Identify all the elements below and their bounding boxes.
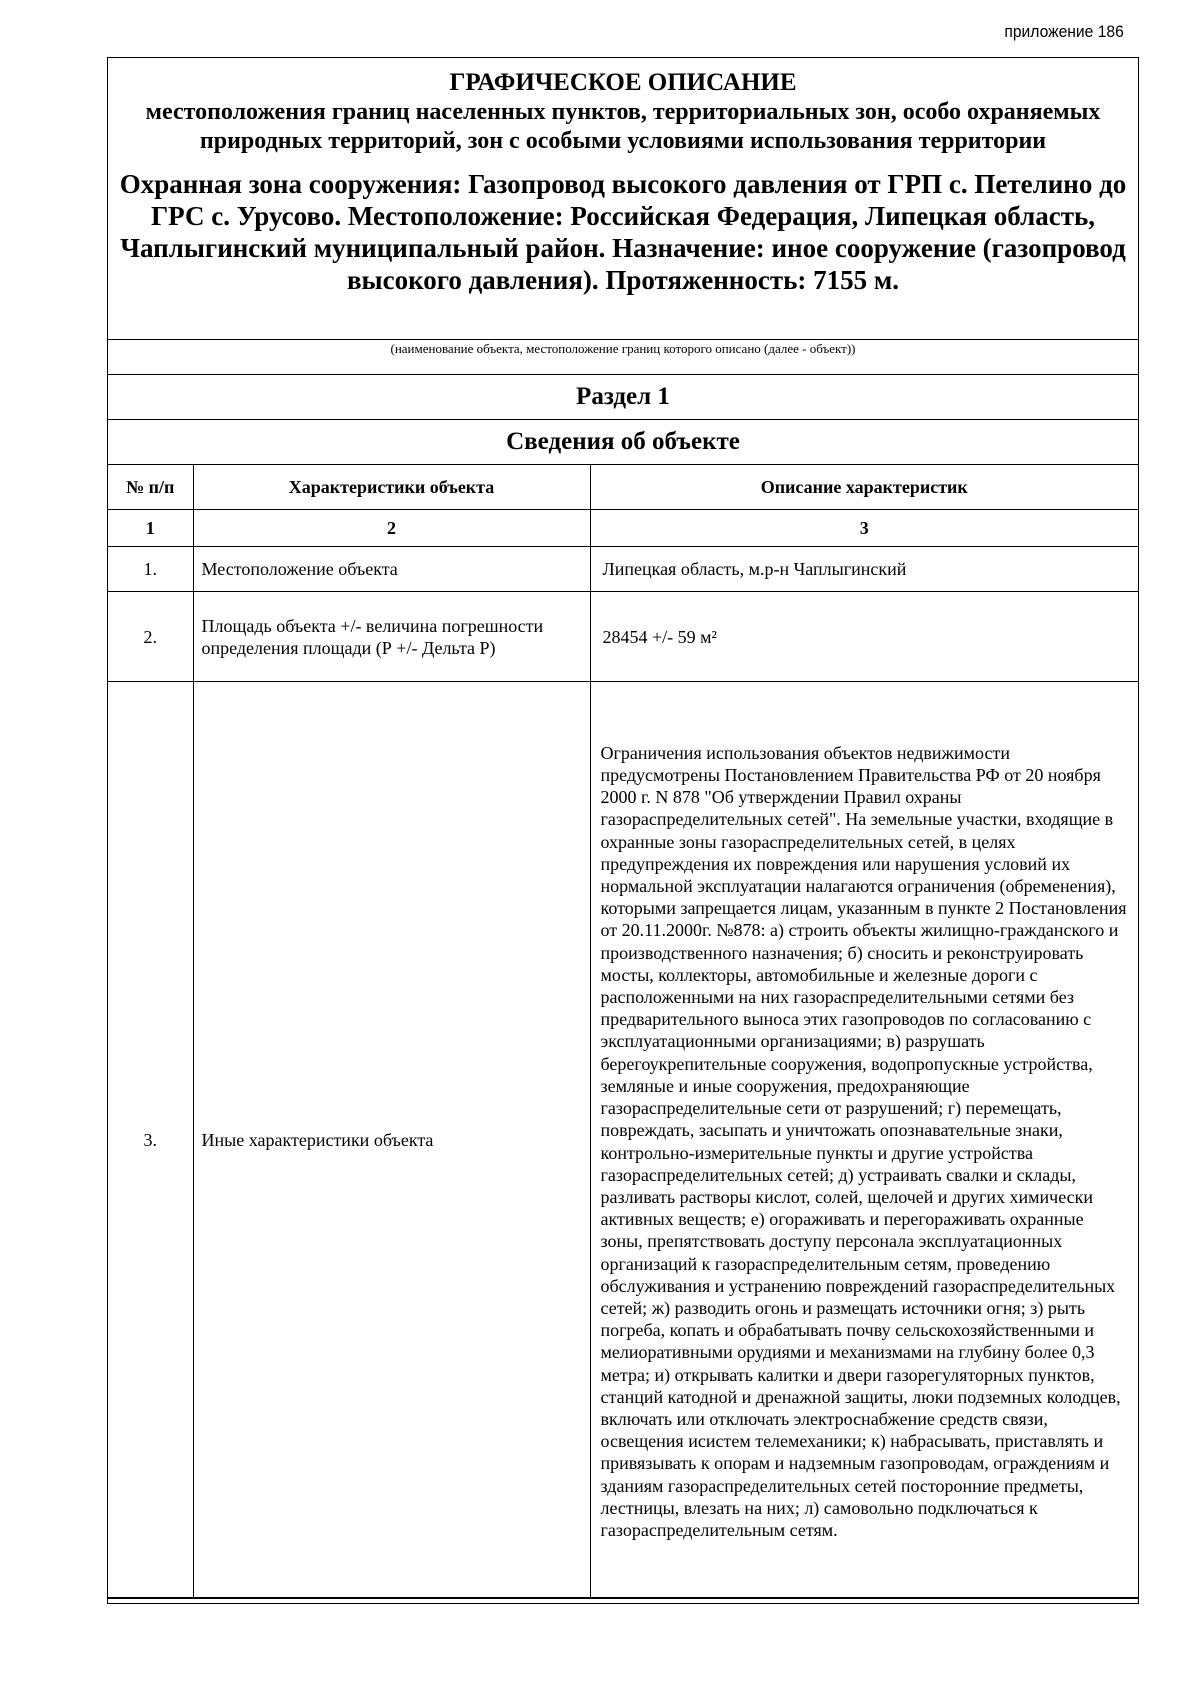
document-title: ГРАФИЧЕСКОЕ ОПИСАНИЕ xyxy=(449,69,797,96)
document-subtitle: местоположения границ населенных пунктов, территориальных зон, особо охраняемых природных территорий, зон с особыми условиями использования территории xyxy=(145,99,1101,154)
row-description: Ограничения использования объектов недвижимости предусмотрены Постановлением Правительства РФ от 20 ноября 2000 г. N 878 "Об утверждении Правил охраны газораспределительных сетей". На земельные участки, входящие в охранные зоны газораспределительных сетей, в целях предупреждения их повреждения или нарушения условий их нормальной эксплуатации налагаются ограничения (обременения), которыми запрещается лицам, указанным в пункте 2 Постановления от 20.11.2000г. №878: а) строить объекты жилищно-гражданского и производственного назначения; б) сносить и реконструировать мосты, коллекторы, автомобильные и железные дороги с расположенными на них газораспределительными сетями без предварительного выноса этих газопроводов по согласованию с эксплуатационными организациями; в) разрушать берегоукрепительные сооружения, водопропускные устройства, земляные и иные сооружения, предохраняющие газораспределительные сети от разрушений; г) перемещать, повреждать, засыпать и уничтожать опознавательные знаки, контрольно-измерительные пункты и другие устройства газораспределительных сетей; д) устраивать свалки и склады, разливать растворы кислот, солей, щелочей и других химически активных веществ; е) огораживать и перегораживать охранные зоны, препятствовать доступу персонала эксплуатационных организаций к газораспределительным сетям, проведению обслуживания и устранению повреждений газораспределительных сетей; ж) разводить огонь и размещать источники огня; з) рыть погреба, копать и обрабатывать почву сельскохозяйственными и мелиоративными орудиями и механизмами на глубину более 0,3 метра; и) открывать калитки и двери газорегуляторных пунктов, станций катодной и дренажной защиты, люки подземных колодцев, включать или отключать электроснабжение средств связи, освещения исистем телемеханики; к) набрасывать, приставлять и привязывать к опорам и надземным газопроводам, ограждениям и зданиям газораспределительных сетей посторонние предметы, лестницы, влезать на них; л) самовольно подключаться к газораспределительным сетям. xyxy=(590,682,1138,1598)
row-number: 3. xyxy=(108,682,193,1598)
table-column-numbers-row xyxy=(108,510,1138,547)
row-characteristic: Иные характеристики объекта xyxy=(193,682,590,1598)
row-number: 1. xyxy=(108,547,193,592)
section-title: Сведения об объекте xyxy=(108,419,1138,464)
column-number-1: 1 xyxy=(108,510,193,547)
header-block xyxy=(108,58,1138,339)
row-characteristic: Площадь объекта +/- величина погрешности определения площади (Р +/- Дельта Р) xyxy=(193,592,590,682)
table-row xyxy=(108,547,1138,592)
row-characteristic: Местоположение объекта xyxy=(193,547,590,592)
column-header-description: Описание характеристик xyxy=(590,465,1138,510)
row-description: Липецкая область, м.р-н Чаплыгинский xyxy=(590,547,1138,592)
table-header-row xyxy=(108,465,1138,510)
document-frame xyxy=(107,57,1139,1604)
table-row xyxy=(108,682,1138,1598)
column-header-characteristic: Характеристики объекта xyxy=(193,465,590,510)
table-row xyxy=(108,592,1138,682)
appendix-label: приложение 186 xyxy=(1004,22,1124,41)
object-name-hint: (наименование объекта, местоположение границ которого описано (далее - объект)) xyxy=(108,339,1138,374)
section-number: Раздел 1 xyxy=(108,374,1138,419)
object-info-table xyxy=(108,464,1138,1598)
row-number: 2. xyxy=(108,592,193,682)
row-description: 28454 +/- 59 м² xyxy=(590,592,1138,682)
bottom-rule xyxy=(108,1598,1138,1603)
object-name: Охранная зона сооружения: Газопровод высокого давления от ГРП с. Петелино до ГРС с. Урусово. Местоположение: Российская Федерация, Липецкая область, Чаплыгинский муниципальный район. Назначение: иное сооружение (газопровод высокого давления). Протяженность: 7155 м. xyxy=(119,169,1127,295)
column-number-3: 3 xyxy=(590,510,1138,547)
column-number-2: 2 xyxy=(193,510,590,547)
column-header-number: № п/п xyxy=(108,465,193,510)
